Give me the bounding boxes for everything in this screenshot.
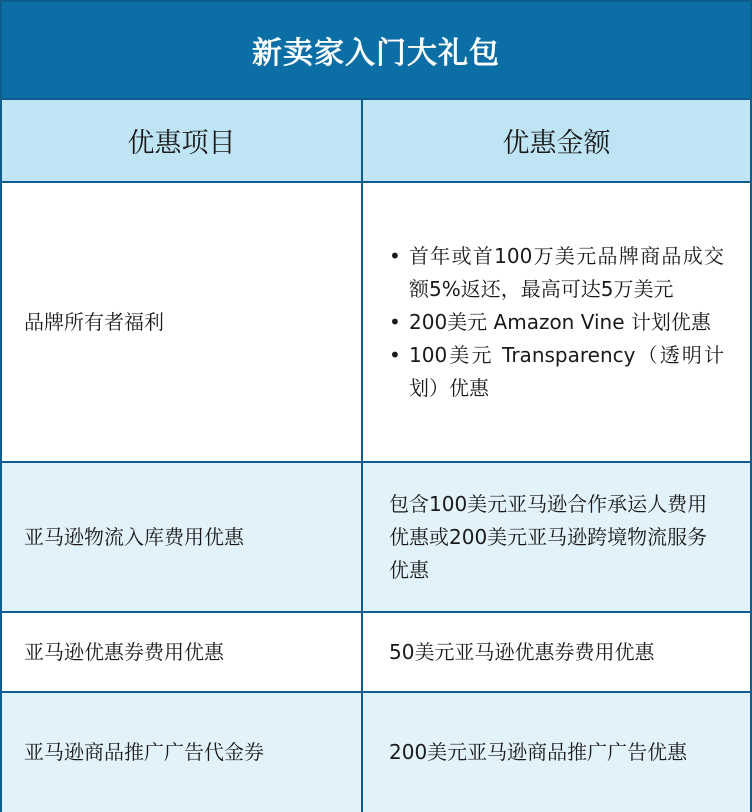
header-item: 优惠项目 <box>2 100 362 182</box>
list-item-text: 200美元 Amazon Vine 计划优惠 <box>409 309 711 334</box>
list-item <box>389 240 724 306</box>
benefit-list <box>389 240 724 405</box>
table-row <box>2 462 750 612</box>
benefits-table <box>2 100 750 812</box>
list-item-text: 首年或首100万美元品牌商品成交额5%返还，最高可达5万美元 <box>409 243 724 301</box>
row-item-label: 品牌所有者福利 <box>2 182 362 462</box>
table-title: 新卖家入门大礼包 <box>2 2 750 100</box>
list-item-text: 100美元 Transparency（透明计划）优惠 <box>409 342 724 400</box>
row-value-text: 50美元亚马逊优惠券费用优惠 <box>362 612 750 692</box>
bullet-icon: • <box>389 243 401 268</box>
bullet-icon: • <box>389 342 401 367</box>
bullet-icon: • <box>389 309 401 334</box>
header-value: 优惠金额 <box>362 100 750 182</box>
row-value-cell <box>362 182 750 462</box>
table-row <box>2 612 750 692</box>
row-item-label: 亚马逊优惠券费用优惠 <box>2 612 362 692</box>
list-item <box>389 339 724 405</box>
header-row <box>2 100 750 182</box>
row-item-label: 亚马逊商品推广广告代金券 <box>2 692 362 812</box>
list-item <box>389 306 724 339</box>
row-value-text: 包含100美元亚马逊合作承运人费用优惠或200美元亚马逊跨境物流服务优惠 <box>362 462 750 612</box>
table-row <box>2 182 750 462</box>
table-row <box>2 692 750 812</box>
row-item-label: 亚马逊物流入库费用优惠 <box>2 462 362 612</box>
row-value-text: 200美元亚马逊商品推广广告优惠 <box>362 692 750 812</box>
